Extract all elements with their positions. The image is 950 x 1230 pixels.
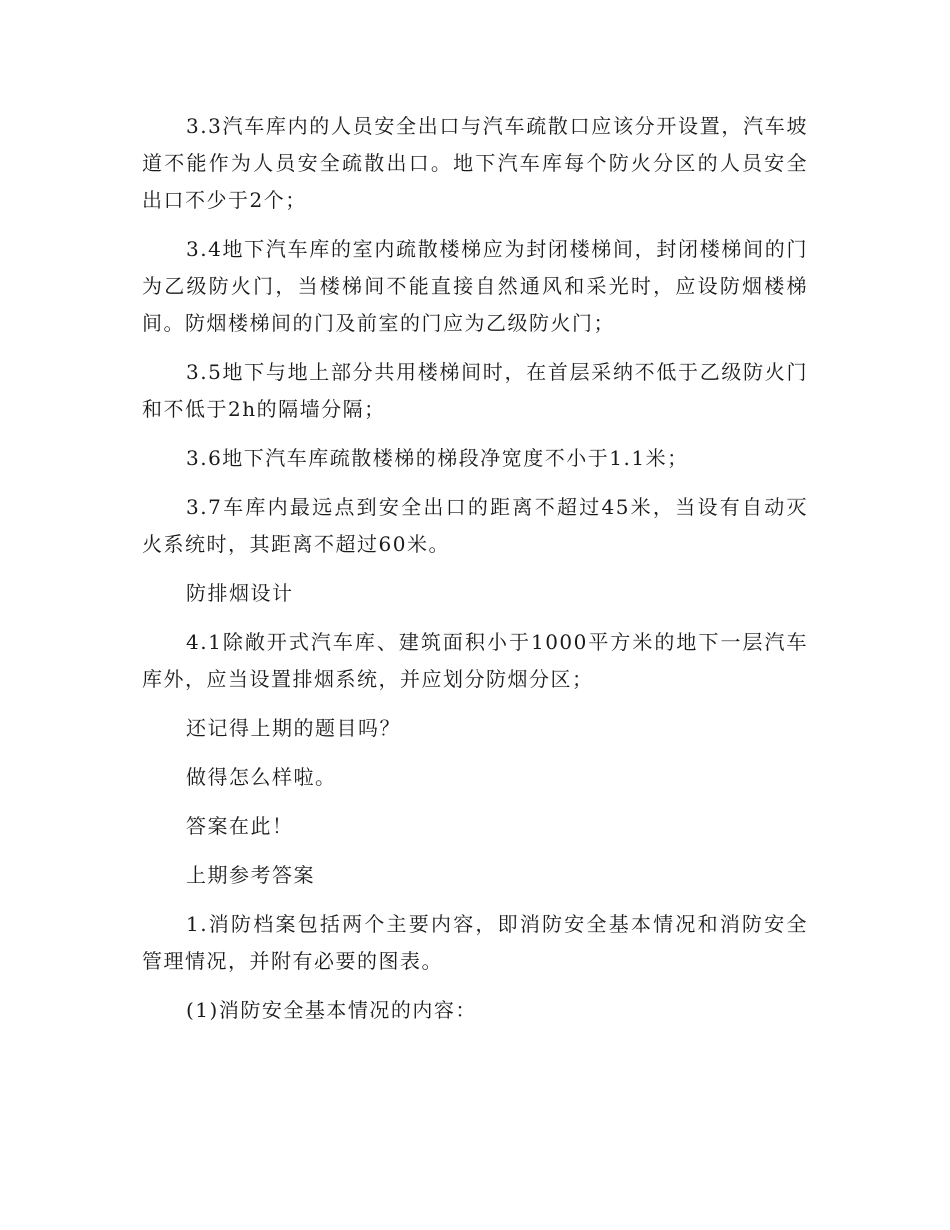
- paragraph-3-7: 3.7车库内最远点到安全出口的距离不超过45米，当设有自动灭火系统时，其距离不超过60米。: [142, 495, 808, 556]
- paragraph-3-6: 3.6地下汽车库疏散楼梯的梯段净宽度不小于1.1米；: [186, 446, 689, 470]
- paragraph-answer-1-1: (1)消防安全基本情况的内容：: [186, 998, 477, 1022]
- paragraph-answer-here: 答案在此！: [186, 814, 294, 838]
- section-heading-smoke-control: 防排烟设计: [186, 581, 294, 605]
- document-body: [142, 108, 808, 1041]
- paragraph-3-4: 3.4地下汽车库的室内疏散楼梯应为封闭楼梯间，封闭楼梯间的门为乙级防火门，当楼梯间不能直接自然通风和采光时，应设防烟楼梯间。防烟楼梯间的门及前室的门应为乙级防火门；: [142, 237, 808, 335]
- paragraph-how-did-you-do: 做得怎么样啦。: [186, 765, 337, 789]
- paragraph-answer-1: 1.消防档案包括两个主要内容，即消防安全基本情况和消防安全管理情况，并附有必要的图表。: [142, 912, 808, 973]
- paragraph-4-1: 4.1除敞开式汽车库、建筑面积小于1000平方米的地下一层汽车库外，应当设置排烟系统，并应划分防烟分区；: [142, 630, 808, 691]
- paragraph-3-5: 3.5地下与地上部分共用楼梯间时，在首层采纳不低于乙级防火门和不低于2h的隔墙分隔；: [142, 360, 808, 421]
- paragraph-3-3: 3.3汽车库内的人员安全出口与汽车疏散口应该分开设置，汽车坡道不能作为人员安全疏散出口。地下汽车库每个防火分区的人员安全出口不少于2个；: [142, 114, 808, 212]
- section-heading-reference-answer: 上期参考答案: [186, 863, 315, 887]
- paragraph-question-reminder: 还记得上期的题目吗？: [186, 716, 401, 740]
